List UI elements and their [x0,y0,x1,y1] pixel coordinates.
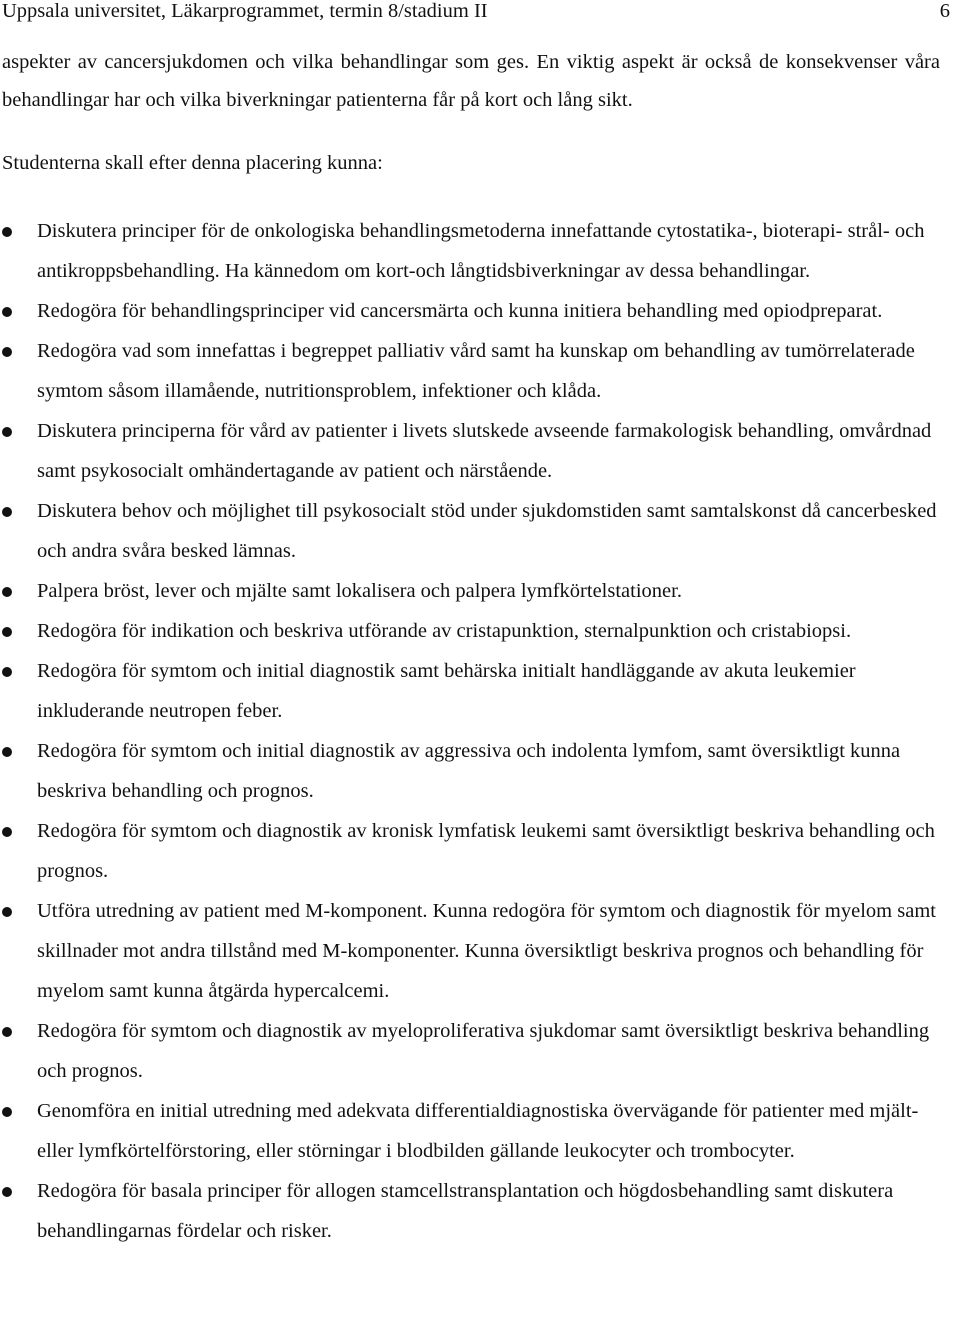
bullet-icon [2,747,12,757]
bullet-icon [2,507,12,517]
list-item-text: Diskutera principer för de onkologiska behandlingsmetoderna innefattande cytostatika-, bioterapi- strål- och antikroppsbehandling. Ha kännedom om kort-och långtidsbiverkningar av dessa behandlingar. [37,220,925,282]
list-item-text: Redogöra för symtom och diagnostik av myeloproliferativa sjukdomar samt översiktligt beskriva behandling och prognos. [37,1020,930,1082]
page-number: 6 [939,0,950,22]
document-title: Uppsala universitet, Läkarprogrammet, termin 8/stadium II [2,0,488,22]
list-item [0,331,958,411]
bullet-icon [2,587,12,597]
list-item [0,491,958,571]
bullet-icon [2,1107,12,1117]
bullet-icon [2,1187,12,1197]
bullet-icon [2,827,12,837]
list-item-text: Redogöra för symtom och diagnostik av kronisk lymfatisk leukemi samt översiktligt beskriva behandling och prognos. [37,820,935,882]
list-item [0,651,958,731]
bullet-icon [2,307,12,317]
list-item [0,1011,958,1091]
list-item [0,891,958,1011]
list-item [0,291,958,331]
list-item-text: Redogöra för basala principer för allogen stamcellstransplantation och högdosbehandling samt diskutera behandlingarnas fördelar och risker. [37,1180,894,1242]
list-item-text: Redogöra för indikation och beskriva utförande av cristapunktion, sternalpunktion och cristabiopsi. [37,620,852,642]
objectives-heading: Studenterna skall efter denna placering kunna: [2,152,383,174]
bullet-icon [2,347,12,357]
bullet-icon [2,227,12,237]
bullet-icon [2,667,12,677]
list-item-text: Redogöra vad som innefattas i begreppet palliativ vård samt ha kunskap om behandling av tumörrelaterade symtom såsom illamående, nutritionsproblem, infektioner och klåda. [37,340,915,402]
list-item-text: Palpera bröst, lever och mjälte samt lokalisera och palpera lymfkörtelstationer. [37,580,682,602]
bullet-icon [2,907,12,917]
list-item [0,571,958,611]
list-item-text: Redogöra för symtom och initial diagnostik av aggressiva och indolenta lymfom, samt översiktligt kunna beskriva behandling och prognos. [37,740,901,802]
list-item [0,211,958,291]
bullet-icon [2,1027,12,1037]
intro-paragraph: aspekter av cancersjukdomen och vilka behandlingar som ges. En viktig aspekt är också de konsekvenser våra behandlingar har och vilka biverkningar patienterna får på kort och lång sikt. [2,51,940,111]
bullet-icon [2,427,12,437]
list-item [0,411,958,491]
list-item-text: Diskutera principerna för vård av patienter i livets slutskede avseende farmakologisk behandling, omvårdnad samt psykosocialt omhändertagande av patient och närstående. [37,420,932,482]
list-item-text: Utföra utredning av patient med M-komponent. Kunna redogöra för symtom och diagnostik för myelom samt skillnader mot andra tillstånd med M-komponenter. Kunna översiktligt beskriva prognos och behandling för myelom samt kunna åtgärda hypercalcemi. [37,900,936,1002]
bullet-icon [2,627,12,637]
page-header [2,0,952,24]
list-item-text: Genomföra en initial utredning med adekvata differentialdiagnostiska övervägande för patienter med mjält- eller lymfkörtelförstoring, eller störningar i blodbilden gällande leukocyter och trombocyter. [37,1100,919,1162]
list-item [0,811,958,891]
list-item [0,731,958,811]
list-item-text: Redogöra för behandlingsprinciper vid cancersmärta och kunna initiera behandling med opiodpreparat. [37,300,883,322]
list-item [0,1091,958,1171]
list-item [0,611,958,651]
list-item-text: Redogöra för symtom och initial diagnostik samt behärska initialt handläggande av akuta leukemier inkluderande neutropen feber. [37,660,856,722]
list-item-text: Diskutera behov och möjlighet till psykosocialt stöd under sjukdomstiden samt samtalskonst då cancerbesked och andra svåra besked lämnas. [37,500,937,562]
objectives-list [0,211,958,1251]
list-item [0,1171,958,1251]
